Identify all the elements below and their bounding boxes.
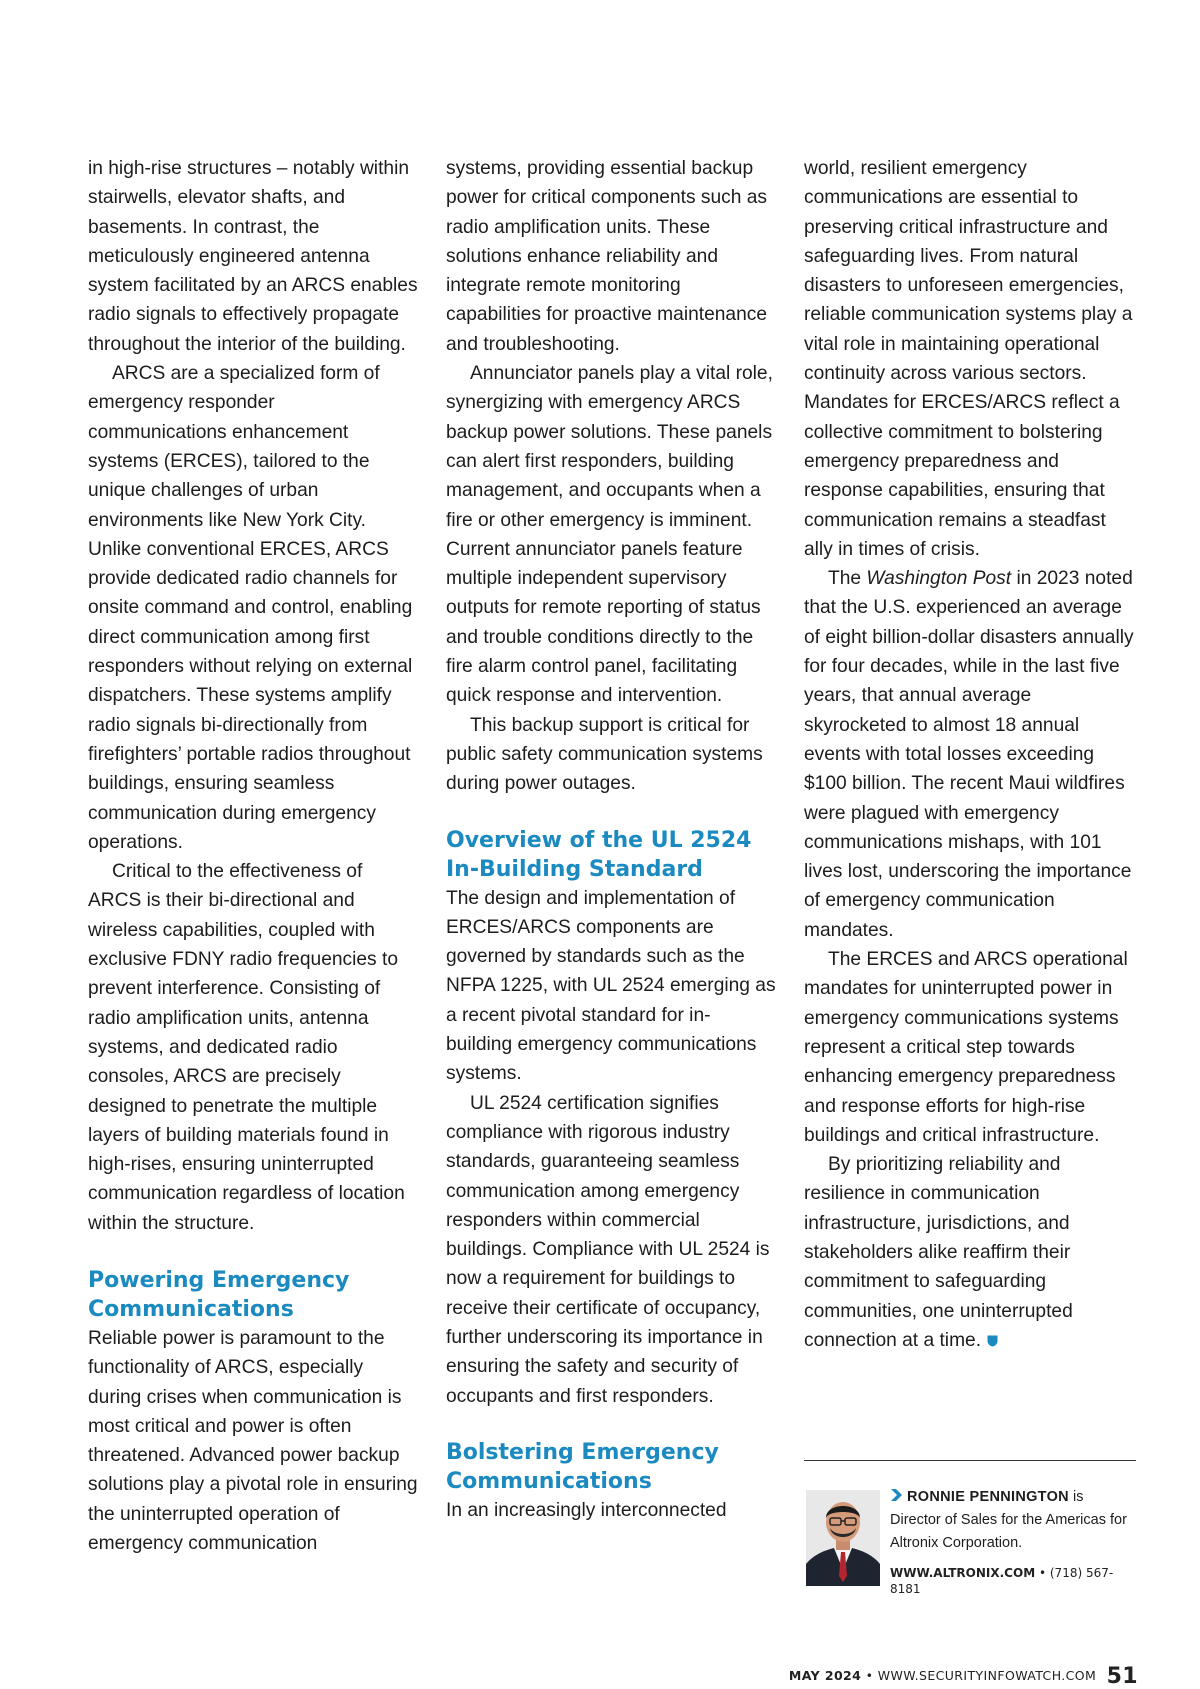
paragraph: world, resilient emergency communications are essential to preserving critical infrastructure and safeguarding lives. From natural disasters to unforeseen emergencies, reliable communication systems play a vital role in maintaining operational continuity across various sectors. Mandates for ERCES/ARCS reflect a collective commitment to bolstering emergency preparedness and response capabilities, ensuring that communication remains a steadfast ally in times of crisis. — [804, 158, 1133, 560]
page-footer — [788, 1664, 1138, 1689]
paragraph: Reliable power is paramount to the functionality of ARCS, especially during crises when communication is most critical and power is often threatened. Advanced power backup solutions play a pivotal role in ensuring the uninterrupted operation of emergency communication — [88, 1327, 418, 1555]
issue-date: MAY 2024 — [788, 1668, 862, 1683]
author-name: RONNIE PENNINGTON — [907, 1489, 1069, 1505]
paragraph — [804, 564, 1136, 945]
article-column-2 — [446, 154, 776, 1525]
article-column-3 — [804, 154, 1136, 1355]
paragraph-text: in 2023 noted that the U.S. experienced an average of eight billion-dollar disasters annually for four decades, while in the last five years, that annual average skyrocketed to almost 18 annual events with total losses exceeding $100 billion. The recent Maui wildfires were plagued with emergency communications mishaps, with 101 lives lost, underscoring the importance of emergency communication mandates. — [804, 568, 1134, 941]
author-divider — [804, 1460, 1136, 1461]
author-portrait-icon — [806, 1490, 880, 1586]
article-column-1 — [88, 154, 418, 1558]
paragraph: The ERCES and ARCS operational mandates for uninterrupted power in emergency communications systems represent a critical step towards enhancing emergency preparedness and response efforts for high-rise buildings and critical infrastructure. — [804, 949, 1128, 1146]
paragraph: in high-rise structures – notably within stairwells, elevator shafts, and basements. In contrast, the meticulously engineered antenna system facilitated by an ARCS enables radio signals to effectively propagate throughout the interior of the building. — [88, 158, 418, 355]
author-intro — [890, 1486, 1140, 1509]
chevron-right-icon — [890, 1488, 904, 1502]
paragraph — [804, 1150, 1136, 1355]
publication-name: Washington Post — [866, 568, 1012, 590]
paragraph: Annunciator panels play a vital role, synergizing with emergency ARCS backup power solutions. These panels can alert first responders, building management, and occupants when a fire or other emergency is imminent. Current annunciator panels feature multiple independent supervisory outputs for remote reporting of status and trouble conditions directly to the fire alarm control panel, facilitating quick response and intervention. — [446, 363, 773, 707]
paragraph-text: The — [828, 568, 867, 590]
paragraph: UL 2524 certification signifies compliance with rigorous industry standards, guaranteeing seamless communication among emergency responders within commercial buildings. Compliance with UL 2524 is now a requirement for buildings to receive their certificate of occupancy, further underscoring its importance in ensuring the safety and security of occupants and first responders. — [446, 1092, 770, 1407]
paragraph: systems, providing essential backup power for critical components such as radio amplification units. These solutions enhance reliability and integrate remote monitoring capabilities for proactive maintenance and troubleshooting. — [446, 158, 768, 355]
author-bio-is: is — [1068, 1489, 1084, 1505]
footer-site-link[interactable]: WWW.SECURITYINFOWATCH.COM — [877, 1668, 1097, 1683]
paragraph: The design and implementation of ERCES/ARCS components are governed by standards such as the NFPA 1225, with UL 2524 emerging as a recent pivotal standard for in-building emergency communications systems. — [446, 887, 776, 1085]
contact-separator: • — [1038, 1566, 1047, 1580]
author-bio — [890, 1486, 1140, 1597]
paragraph: ARCS are a specialized form of emergency responder communications enhancement systems (ERCES), tailored to the unique challenges of urban environments like New York City. Unlike conventional ERCES, ARCS provide dedicated radio channels for onsite command and control, enabling direct communication among first responders without relying on external dispatchers. These systems amplify radio signals bi-directionally from firefighters’ portable radios throughout buildings, ensuring seamless communication during emergency operations. — [88, 363, 413, 853]
shield-end-mark-icon — [987, 1335, 998, 1347]
page-number: 51 — [1106, 1664, 1138, 1689]
paragraph: In an increasingly interconnected — [446, 1499, 727, 1521]
paragraph-text: By prioritizing reliability and resilience in communication infrastructure, jurisdictions, and stakeholders alike reaffirm their commitment to safeguarding communities, one uninterrupted connection at a time. — [804, 1154, 1073, 1351]
footer-separator: • — [865, 1668, 874, 1683]
author-bio-text: Director of Sales for the Americas for Altronix Corporation. — [890, 1512, 1127, 1551]
author-website-link[interactable]: WWW.ALTRONIX.COM — [890, 1566, 1036, 1580]
section-heading: Overview of the UL 2524 In-Building Standard — [446, 827, 752, 882]
paragraph: This backup support is critical for public safety communication systems during power outages. — [446, 714, 763, 795]
author-contact — [890, 1565, 1140, 1597]
paragraph: Critical to the effectiveness of ARCS is their bi-directional and wireless capabilities, coupled with exclusive FDNY radio frequencies to prevent interference. Consisting of radio amplification units, antenna systems, and dedicated radio consoles, ARCS are precisely designed to penetrate the multiple layers of building materials found in high-rises, ensuring uninterrupted communication regardless of location within the structure. — [88, 861, 405, 1234]
author-photo — [806, 1490, 880, 1586]
section-heading: Powering Emergency Communications — [88, 1267, 350, 1322]
author-phone: (718) 567-8181 — [890, 1566, 1114, 1596]
section-heading: Bolstering Emergency Communications — [446, 1439, 719, 1494]
